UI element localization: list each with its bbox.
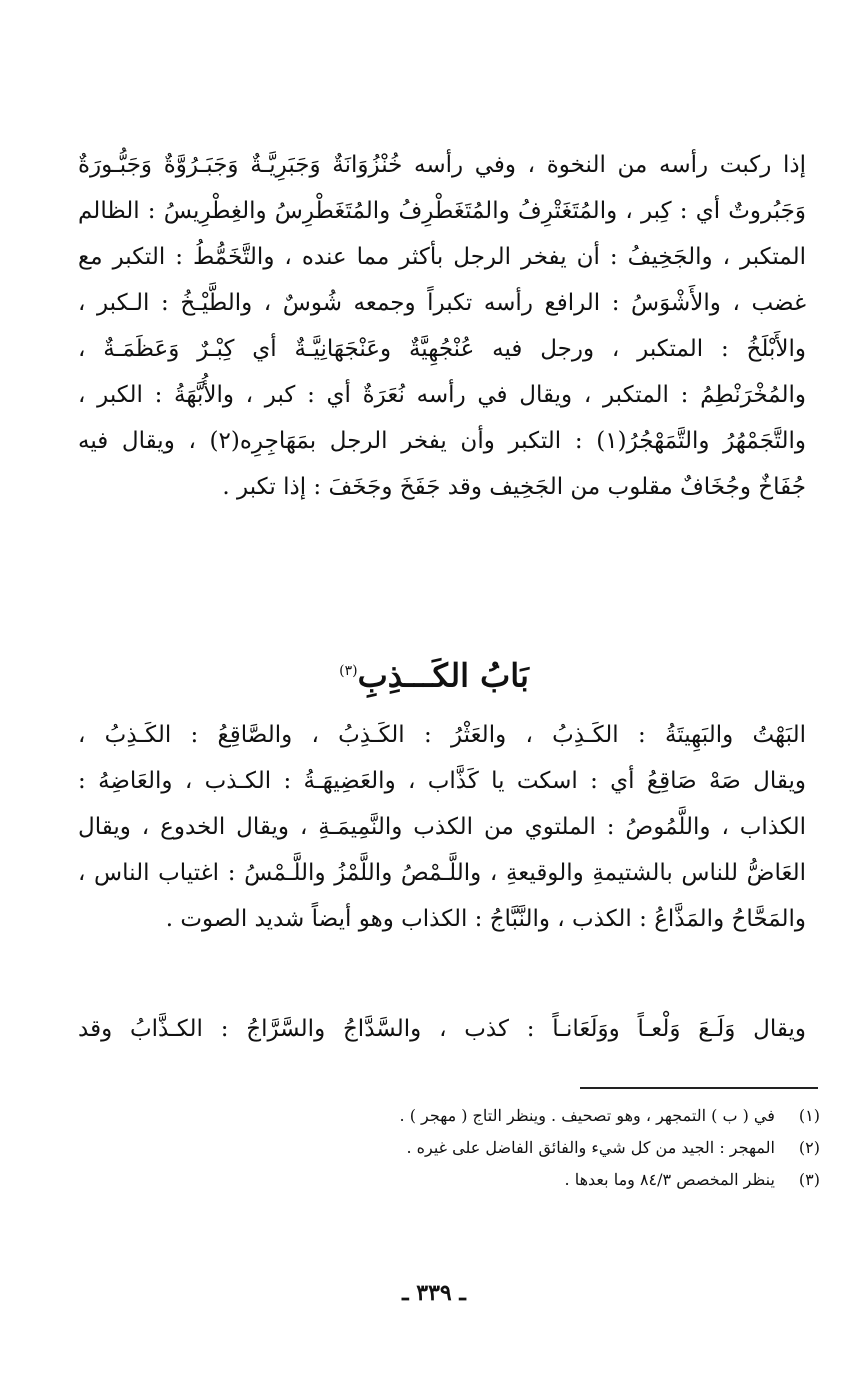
- footnote-text: ينظر المخصص ٨٤/٣ وما بعدها .: [564, 1170, 775, 1189]
- footnote-number: (٣): [798, 1170, 820, 1189]
- footnote-number: (١): [798, 1106, 820, 1125]
- text-line: غضب ، والأَشْوَسُ : الرافع رأسه تكبراً وجمعه شُوسٌ ، والطَّيْـخُ : الـكبر ،: [78, 290, 806, 316]
- footnote-text: في ( ب ) التمجهر ، وهو تصحيف . وينظر التاج ( مهجر ) .: [399, 1106, 775, 1125]
- text-line: والمَحَّاحُ والمَذَّاعُ : الكذب ، والنَّبَّاجُ : الكذاب وهو أيضاً شديد الصوت .: [165, 906, 806, 932]
- text-line: الكذاب ، واللَّمُوصُ : الملتوي من الكذب والنَّمِيمَـةِ ، ويقال الخدوع ، ويقال: [78, 814, 806, 840]
- footnote: [300, 1164, 820, 1196]
- text-line: وَجَبُروتٌ أي : كِبر ، والمُتَغَتْرِفُ والمُتَغَطْرِفُ والمُتَغَطْرِسُ والغِطْرِيسُ : الظالم: [78, 198, 806, 224]
- text-line: والتَّجَمْهُرُ والتَّمَهْجُرُ(١) : التكبر وأن يفخر الرجل بمَهَاجِرِه(٢) ، ويقال فيه: [78, 428, 806, 454]
- text-line: إذا ركبت رأسه من النخوة ، وفي رأسه خُنْزُوَانَةٌ وَجَبَرِيَّـةٌ وَجَبَـرُوَّةٌ وَجَبُّـورَةٌ: [78, 152, 806, 178]
- wala-paragraph: [78, 1006, 806, 1052]
- kadhib-paragraph: [78, 712, 806, 942]
- text-line: العَاضُّ للناس بالشتيمةِ والوقيعةِ ، واللَّـمْصُ واللَّمْزُ واللَّـمْسُ : اغتياب الناس ،: [78, 860, 806, 886]
- text-line: والأَبْلَخُ : المتكبر ، ورجل فيه عُنْجُهِيَّةٌ وعَنْجَهَانِيَّـةٌ أي كِبْـرٌ وَعَظَمَـةٌ ،: [78, 336, 806, 362]
- text-line: ويقال صَهْ صَاقِعُ أي : اسكت يا كَذَّاب ، والعَضِيهَـةُ : الكـذب ، والعَاضِهُ :: [78, 768, 806, 794]
- text-line: والمُخْرَنْطِمُ : المتكبر ، ويقال في رأسه نُعَرَةٌ أي : كبر ، والأُبَّهَةُ : الكبر ،: [78, 382, 806, 408]
- chapter-heading: [0, 643, 868, 704]
- text-line: المتكبر ، والجَخِيفُ : أن يفخر الرجل بأكثر مما عنده ، والتَّخَمُّطُ : التكبر مع: [78, 244, 806, 270]
- text-line: ويقال وَلَـعَ وَلْعـاً ووَلَعَانـاً : كذب ، والسَّدَّاجُ والسَّرَّاجُ : الكـذَّابُ وقد: [78, 1016, 806, 1042]
- chapter-footnote-ref: (٣): [339, 663, 358, 679]
- intro-paragraph: [78, 142, 806, 510]
- footnote-number: (٢): [798, 1138, 820, 1157]
- footnote-divider: [580, 1087, 818, 1089]
- footnote-text: المهجر : الجيد من كل شيء والفائق الفاضل على غيره .: [406, 1138, 775, 1157]
- chapter-title: بَابُ الكَـــذِبِ: [357, 656, 529, 695]
- text-line: جُفَاخٌ وجُخَافٌ مقلوب من الجَخِيف وقد جَفَخَ وجَخَفَ : إذا تكبر .: [222, 474, 806, 500]
- footnote: [300, 1100, 820, 1132]
- page-number: ـ ٣٣٩ ـ: [402, 1280, 466, 1306]
- footnote: [300, 1132, 820, 1164]
- text-line: البَهْتُ والبَهِيتَةُ : الكَـذِبُ ، والعَثْرُ : الكَـذِبُ ، والصَّاقِعُ : الكَـذِبُ ،: [78, 722, 806, 748]
- footnotes: [300, 1100, 820, 1196]
